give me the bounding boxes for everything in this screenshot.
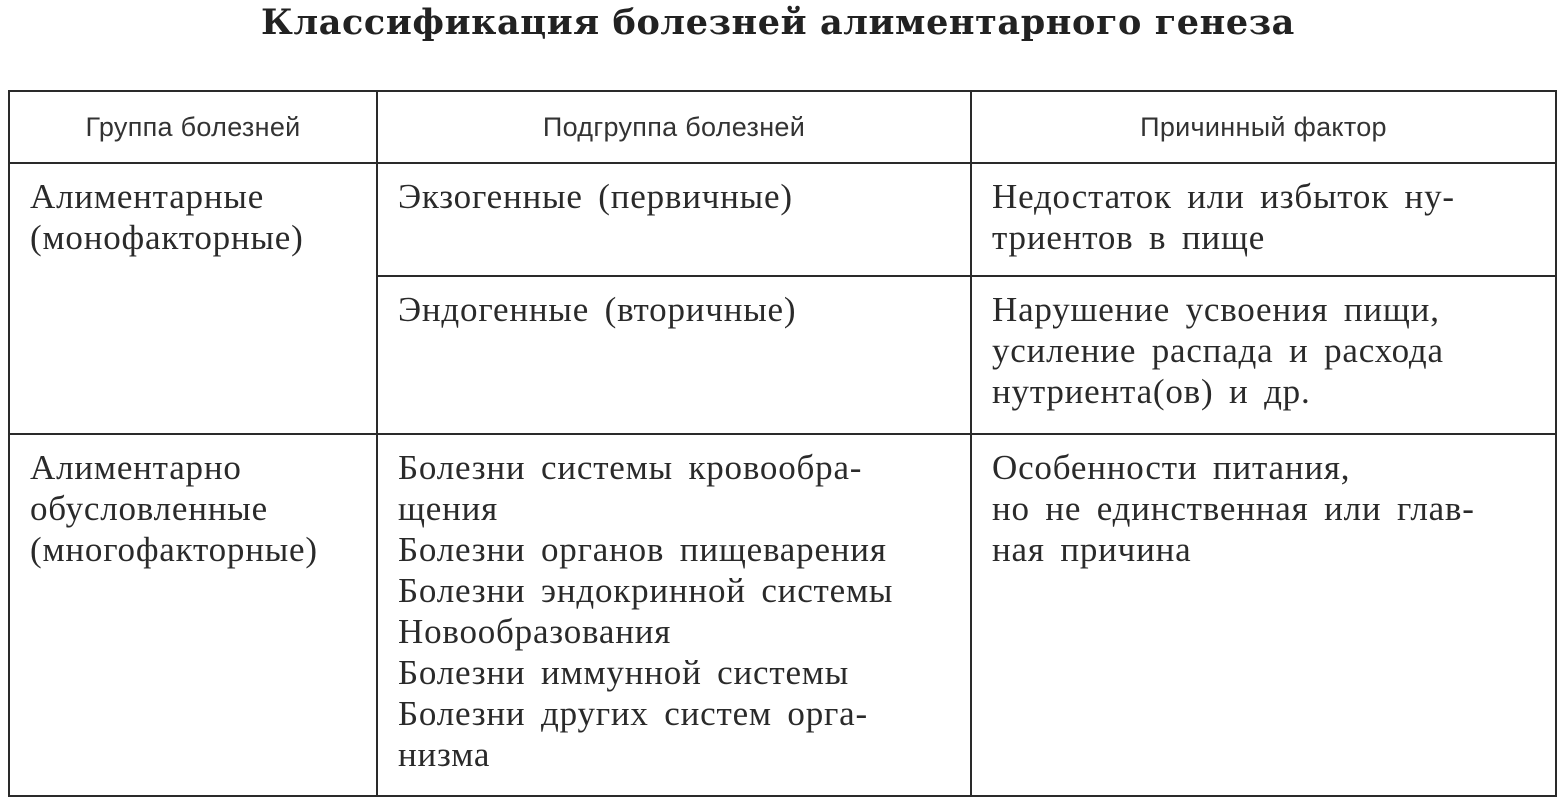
- subgroup-line: Болезни системы кровообра-: [398, 448, 863, 487]
- subgroup-line: низма: [398, 735, 491, 774]
- group-line: обусловленные: [30, 489, 268, 528]
- group-cell-alimentary: [9, 163, 377, 434]
- subgroup-line: Экзогенные (первичные): [398, 177, 793, 216]
- cause-cell-multifactor: [971, 434, 1556, 796]
- subgroup-cell-endogenous: [377, 276, 971, 434]
- header-cause: Причинный фактор: [971, 91, 1556, 163]
- subgroup-line: Эндогенные (вторичные): [398, 290, 797, 329]
- header-subgroup: Подгруппа болезней: [377, 91, 971, 163]
- cause-line: усиление распада и расхода: [992, 331, 1444, 370]
- cause-line: но не единственная или глав-: [992, 489, 1475, 528]
- cause-line: ная причина: [992, 530, 1192, 569]
- cause-line: Особенности питания,: [992, 448, 1351, 487]
- subgroup-line: Болезни органов пищеварения: [398, 530, 887, 569]
- subgroup-cell-diseases: [377, 434, 971, 796]
- group-cell-multifactor: [9, 434, 377, 796]
- cause-line: триентов в пище: [992, 218, 1266, 257]
- group-line: Алиментарно: [30, 448, 242, 487]
- header-group: Группа болезней: [9, 91, 377, 163]
- cause-cell-exogenous: [971, 163, 1556, 276]
- subgroup-line: щения: [398, 489, 499, 528]
- cause-line: Нарушение усвоения пищи,: [992, 290, 1440, 329]
- subgroup-cell-exogenous: [377, 163, 971, 276]
- cause-line: нутриента(ов) и др.: [992, 372, 1311, 411]
- subgroup-line: Новообразования: [398, 612, 672, 651]
- subgroup-line: Болезни других систем орга-: [398, 694, 868, 733]
- subgroup-line: Болезни эндокринной системы: [398, 571, 894, 610]
- cause-line: Недостаток или избыток ну-: [992, 177, 1455, 216]
- page-title: Классификация болезней алиментарного генеза: [261, 2, 1295, 43]
- group-line: (многофакторные): [30, 530, 318, 569]
- classification-table: [8, 90, 1557, 797]
- group-line: Алиментарные: [30, 177, 265, 216]
- table-row: [9, 163, 1556, 276]
- subgroup-line: Болезни иммунной системы: [398, 653, 850, 692]
- table-header-row: [9, 91, 1556, 163]
- table-row: [9, 434, 1556, 796]
- group-line: (монофакторные): [30, 218, 304, 257]
- cause-cell-endogenous: [971, 276, 1556, 434]
